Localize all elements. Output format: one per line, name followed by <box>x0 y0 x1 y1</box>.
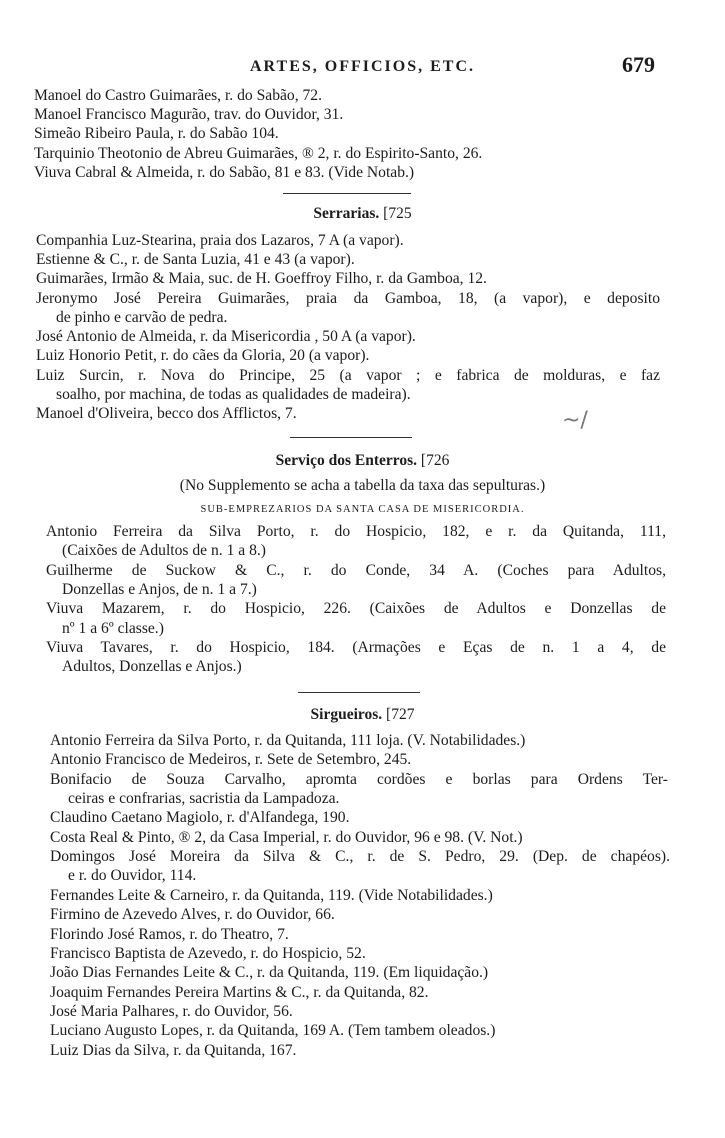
section-divider <box>298 692 420 693</box>
list-item: Jeronymo José Pereira Guimarães, praia da Gamboa, 18, (a vapor), e deposito <box>36 290 660 307</box>
section-divider <box>290 437 412 438</box>
section-number: [727 <box>386 706 415 723</box>
list-item-continuation: Donzellas e Anjos, de n. 1 a 7.) <box>62 581 257 598</box>
section-divider <box>283 193 411 194</box>
list-item: Guilherme de Suckow & C., r. do Conde, 34 A. (Coches para Adultos, <box>46 562 666 579</box>
list-item: José Maria Palhares, r. do Ouvidor, 56. <box>50 1003 293 1020</box>
list-item-continuation: de pinho e carvão de pedra. <box>56 309 228 326</box>
list-item-continuation: Adultos, Donzellas e Anjos.) <box>62 658 242 675</box>
list-item: José Antonio de Almeida, r. da Misericordia , 50 A (a vapor). <box>36 328 416 345</box>
list-item-continuation: e r. do Ouvidor, 114. <box>68 867 197 884</box>
section-number: [726 <box>420 452 450 469</box>
page-number: 679 <box>622 52 655 77</box>
list-item: Manoel d'Oliveira, becco dos Afflictos, 7. <box>36 405 297 422</box>
list-item: Antonio Ferreira da Silva Porto, r. da Quitanda, 111 loja. (V. Notabilidades.) <box>50 732 526 749</box>
list-item-continuation: nº 1 a 6º classe.) <box>62 620 164 637</box>
section-title: Serviço dos Enterros. <box>275 452 418 469</box>
list-item: Viuva Tavares, r. do Hospicio, 184. (Armações e Eças de n. 1 a 4, de <box>46 639 666 656</box>
list-item: Simeão Ribeiro Paula, r. do Sabão 104. <box>34 125 279 142</box>
section-subheading: SUB-EMPREZARIOS DA SANTA CASA DE MISERICORDIA. <box>200 504 525 515</box>
section-heading-serrarias <box>0 204 725 224</box>
list-item: Claudino Caetano Magiolo, r. d'Alfandega, 190. <box>50 809 350 826</box>
list-item: Estienne & C., r. de Santa Luzia, 41 e 43 (a vapor). <box>36 251 355 268</box>
list-item-continuation: soalho, por machina, de todas as qualidades de madeira). <box>56 386 411 403</box>
list-item: Tarquinio Theotonio de Abreu Guimarães, ® 2, r. do Espirito-Santo, 26. <box>34 145 483 162</box>
list-item: Luciano Augusto Lopes, r. da Quitanda, 169 A. (Tem tambem oleados.) <box>50 1022 496 1039</box>
list-item: Firmino de Azevedo Alves, r. do Ouvidor, 66. <box>50 906 335 923</box>
list-item: Bonifacio de Souza Carvalho, apromta cordões e borlas para Ordens Ter- <box>50 771 668 788</box>
handwritten-margin-mark: ~/ <box>562 408 588 433</box>
list-item: Antonio Francisco de Medeiros, r. Sete de Setembro, 245. <box>50 751 412 768</box>
list-item: Viuva Cabral & Almeida, r. do Sabão, 81 e 83. (Vide Notab.) <box>34 164 415 181</box>
list-item: Viuva Mazarem, r. do Hospicio, 226. (Caixões de Adultos e Donzellas de <box>46 600 666 617</box>
list-item: Costa Real & Pinto, ® 2, da Casa Imperial, r. do Ouvidor, 96 e 98. (V. Not.) <box>50 829 523 846</box>
list-item: Antonio Ferreira da Silva Porto, r. do Hospicio, 182, e r. da Quitanda, 111, <box>46 523 666 540</box>
list-item: Francisco Baptista de Azevedo, r. do Hospicio, 52. <box>50 945 366 962</box>
list-item: Luiz Dias da Silva, r. da Quitanda, 167. <box>50 1042 297 1059</box>
list-item: Manoel do Castro Guimarães, r. do Sabão, 72. <box>34 87 322 104</box>
section-number: [725 <box>383 205 412 222</box>
list-item: Manoel Francisco Magurão, trav. do Ouvidor, 31. <box>34 106 344 123</box>
section-title: Serrarias. <box>313 205 380 222</box>
list-item-continuation: (Caixões de Adultos de n. 1 a 8.) <box>62 542 266 559</box>
section-heading-sirgueiros <box>0 705 725 725</box>
section-heading-enterros <box>0 451 725 471</box>
list-item-continuation: ceiras e confrarias, sacristia da Lampadoza. <box>68 790 340 807</box>
list-item: João Dias Fernandes Leite & C., r. da Quitanda, 119. (Em liquidação.) <box>50 964 489 981</box>
list-item: Florindo José Ramos, r. do Theatro, 7. <box>50 926 289 943</box>
list-item: Guimarães, Irmão & Maia, suc. de H. Goeffroy Filho, r. da Gamboa, 12. <box>36 270 487 287</box>
list-item: Luiz Honorio Petit, r. do cães da Gloria, 20 (a vapor). <box>36 347 370 364</box>
list-item: Luiz Surcin, r. Nova do Principe, 25 (a vapor ; e fabrica de molduras, e faz <box>36 367 660 384</box>
list-item: Domingos José Moreira da Silva & C., r. de S. Pedro, 29. (Dep. de chapéos). <box>50 848 670 865</box>
list-item: Companhia Luz-Stearina, praia dos Lazaros, 7 A (a vapor). <box>36 232 404 249</box>
list-item: Joaquim Fernandes Pereira Martins & C., r. da Quitanda, 82. <box>50 984 429 1001</box>
section-note: (No Supplemento se acha a tabella da taxa das sepulturas.) <box>179 477 546 494</box>
running-header-title: ARTES, OFFICIOS, ETC. <box>249 58 476 75</box>
list-item: Fernandes Leite & Carneiro, r. da Quitanda, 119. (Vide Notabilidades.) <box>50 887 493 904</box>
section-title: Sirgueiros. <box>310 706 383 723</box>
